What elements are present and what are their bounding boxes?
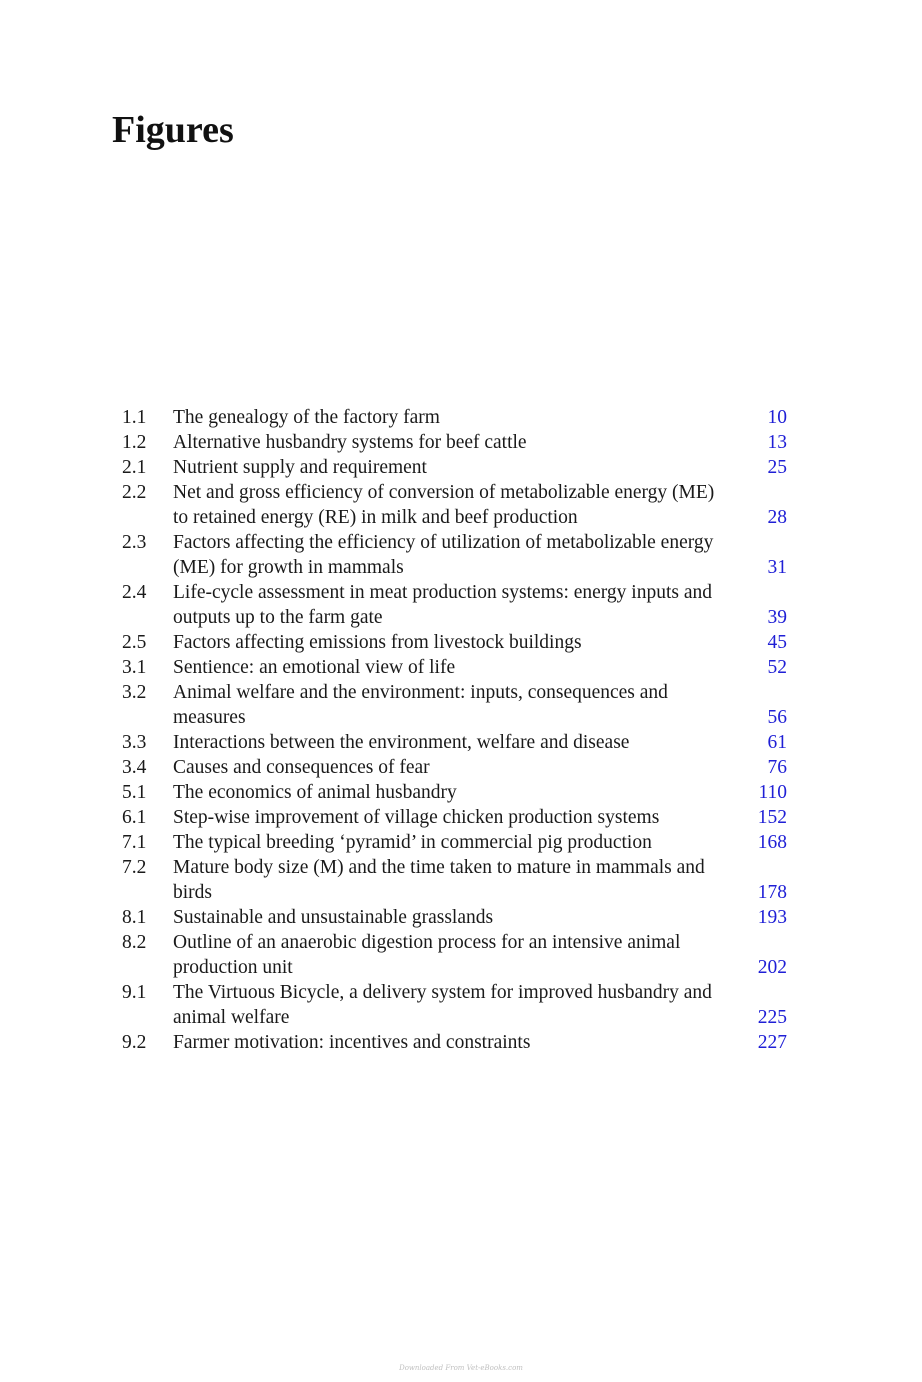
footer-watermark: Downloaded From Vet-eBooks.com [399,1364,523,1372]
figure-title: The economics of animal husbandry [173,782,457,803]
figure-page-link[interactable]: 56 [767,707,787,728]
figure-title: Sustainable and unsustainable grasslands [173,907,494,928]
figure-title: Causes and consequences of fear [173,757,430,778]
figure-page-link[interactable]: 25 [767,457,787,478]
figure-title: Animal welfare and the environment: inputs, consequences and measures [173,682,668,728]
figure-entry [112,680,792,730]
figure-number: 3.1 [122,657,147,678]
figure-page-link[interactable]: 152 [757,807,787,828]
figure-number: 7.1 [122,832,147,853]
figure-list [112,405,792,1055]
figure-page-link[interactable]: 202 [757,957,787,978]
figure-entry [112,905,792,930]
figure-title: The genealogy of the factory farm [173,407,440,428]
figure-page-link[interactable]: 39 [767,607,787,628]
figure-title: Step-wise improvement of village chicken production systems [173,807,660,828]
figure-number: 6.1 [122,807,147,828]
figure-page-link[interactable]: 13 [767,432,787,453]
figure-entry [112,530,792,580]
figure-number: 5.1 [122,782,147,803]
figure-title: Sentience: an emotional view of life [173,657,456,678]
figure-entry [112,1030,792,1055]
figure-title: Alternative husbandry systems for beef cattle [173,432,527,453]
figure-page-link[interactable]: 193 [757,907,787,928]
figure-title: Factors affecting the efficiency of utilization of metabolizable energy (ME) for growth in mammals [173,532,714,578]
figure-number: 3.3 [122,732,147,753]
figure-number: 9.1 [122,982,147,1003]
figure-page-link[interactable]: 227 [757,1032,787,1053]
figure-number: 2.3 [122,532,147,553]
figure-entry [112,855,792,905]
figure-title: Outline of an anaerobic digestion process for an intensive animal production unit [173,932,681,978]
figure-page-link[interactable]: 45 [767,632,787,653]
figure-page-link[interactable]: 110 [758,782,787,803]
figure-number: 7.2 [122,857,147,878]
figure-number: 8.2 [122,932,147,953]
figure-title: Farmer motivation: incentives and constraints [173,1032,531,1053]
figure-page-link[interactable]: 52 [767,657,787,678]
figure-title: Factors affecting emissions from livestock buildings [173,632,582,653]
figure-title: Life-cycle assessment in meat production systems: energy inputs and outputs up to the farm gate [173,582,713,628]
figure-number: 1.2 [122,432,147,453]
figure-entry [112,755,792,780]
figure-entry [112,980,792,1030]
figure-entry [112,430,792,455]
figure-page-link[interactable]: 225 [757,1007,787,1028]
figure-number: 3.2 [122,682,147,703]
figure-number: 2.5 [122,632,147,653]
figure-entry [112,780,792,805]
page-title: Figures [112,109,234,151]
figure-number: 3.4 [122,757,147,778]
figure-number: 2.4 [122,582,147,603]
figure-number: 2.1 [122,457,147,478]
figure-title: Mature body size (M) and the time taken to mature in mammals and birds [173,857,705,903]
figure-entry [112,930,792,980]
figure-entry [112,830,792,855]
figure-page-link[interactable]: 31 [767,557,787,578]
figure-entry [112,730,792,755]
figure-title: The typical breeding ‘pyramid’ in commercial pig production [173,832,652,853]
figure-number: 1.1 [122,407,147,428]
figure-page-link[interactable]: 10 [767,407,787,428]
figure-page-link[interactable]: 61 [767,732,787,753]
figure-page-link[interactable]: 178 [757,882,787,903]
figure-title: Net and gross efficiency of conversion of metabolizable energy (ME) to retained energy (RE) in milk and beef production [173,482,715,528]
figure-entry [112,580,792,630]
figure-entry [112,480,792,530]
figure-entry [112,405,792,430]
figure-entry [112,630,792,655]
figure-page-link[interactable]: 168 [757,832,787,853]
figure-number: 9.2 [122,1032,147,1053]
figure-entry [112,655,792,680]
figure-number: 8.1 [122,907,147,928]
figure-entry [112,805,792,830]
figure-entry [112,455,792,480]
figure-number: 2.2 [122,482,147,503]
figure-page-link[interactable]: 28 [767,507,787,528]
figure-title: Interactions between the environment, welfare and disease [173,732,630,753]
figure-title: The Virtuous Bicycle, a delivery system for improved husbandry and animal welfare [173,982,712,1028]
figure-page-link[interactable]: 76 [767,757,787,778]
figure-title: Nutrient supply and requirement [173,457,427,478]
